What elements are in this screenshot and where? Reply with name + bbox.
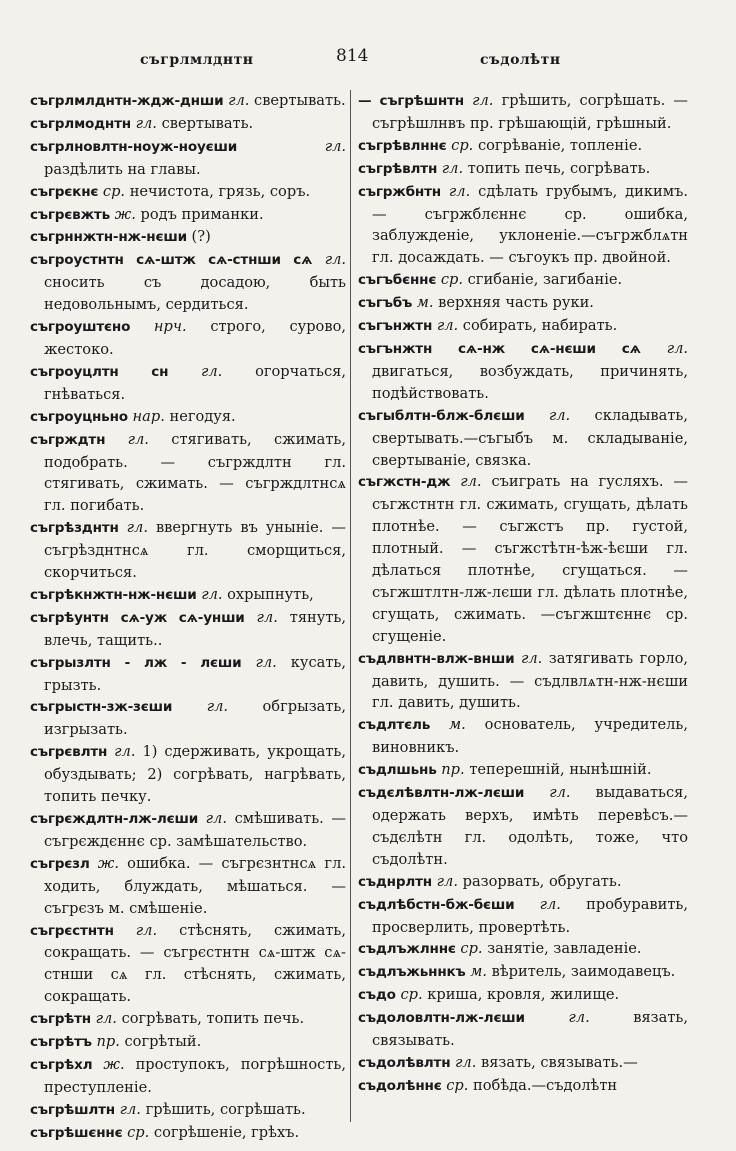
entry-grammar-label: гл. xyxy=(114,743,136,761)
entry-grammar-label: ср. xyxy=(451,136,474,154)
dictionary-entry xyxy=(358,181,688,270)
entry-headword: съдолѣвлтн xyxy=(358,1054,451,1071)
entry-headword: съгрннжтн-нж-нєши xyxy=(30,229,187,246)
right-guide-word: съдолѣтн xyxy=(480,52,561,68)
entry-headword: съгрѣтн xyxy=(30,1011,91,1028)
entry-definition: согрѣваніе, топленіе. xyxy=(477,136,643,154)
entry-grammar-label: гл. xyxy=(206,698,228,716)
dictionary-entry xyxy=(30,920,346,1009)
entry-grammar-label: гл. xyxy=(520,649,543,667)
entry-grammar-label: гл. xyxy=(460,473,482,491)
entry-definition: смѣшивать. —съгрєждєннє ср. замѣшательство. xyxy=(44,810,347,850)
entry-definition: кришa, кровля, жилище. xyxy=(427,986,620,1004)
entry-grammar-label: ж. xyxy=(103,1055,125,1073)
dictionary-entry xyxy=(30,1054,346,1099)
dictionary-entry xyxy=(30,1099,346,1122)
entry-definition: родъ приманки. xyxy=(140,205,264,223)
dictionary-entry xyxy=(358,315,688,338)
entry-definition: складывать, свертывать.—съгыбъ м. складываніе, свертываніе, связка. xyxy=(372,406,688,469)
entry-definition: свертывать. xyxy=(254,92,346,109)
entry-grammar-label: гл. xyxy=(549,784,571,802)
dictionary-entry xyxy=(30,181,346,204)
dictionary-entry xyxy=(30,1031,346,1054)
dictionary-entry xyxy=(358,1075,688,1098)
dictionary-entry xyxy=(358,871,688,894)
dictionary-entry xyxy=(358,648,688,715)
dictionary-entry xyxy=(30,584,346,607)
entry-headword: съгроуштєно xyxy=(30,319,131,336)
entry-definition: стягивать, сжимать, подобрать. — съгрждлтн гл. стягивать, сжимать. — съгрждлтнсѧ гл. погибать. xyxy=(44,430,347,515)
entry-grammar-label: ср. xyxy=(440,271,463,289)
dictionary-entry xyxy=(30,136,346,181)
entry-headword: съгрждтн xyxy=(30,431,106,448)
entry-headword: съгъбъ xyxy=(358,295,413,312)
dictionary-entry xyxy=(358,135,688,158)
entry-definition: затягивать горло, давить, душить. — съдлвлѧтн-нж-нєши гл. давить, душить. xyxy=(372,649,689,712)
dictionary-entry xyxy=(30,1008,346,1031)
entry-definition: стѣснять, сжимать, сокращать. — съгрєстнтн сѧ-штж сѧ-стнши сѧ гл. стѣснять, сжимать, сокращать. xyxy=(44,921,347,1006)
entry-headword: съгрызлтн - лж - лєши xyxy=(30,654,242,671)
entry-grammar-label: гл. xyxy=(472,92,494,109)
entry-definition: охрыпнуть, xyxy=(227,585,314,603)
entry-definition: (?) xyxy=(191,228,211,246)
entry-headword: съгроустнтн сѧ-штж сѧ-стнши сѧ xyxy=(30,252,313,269)
entry-grammar-label: гл. xyxy=(436,317,459,335)
entry-headword: съдлъжьннкъ xyxy=(358,964,466,981)
entry-grammar-label: гл. xyxy=(228,92,250,109)
entry-headword: — съгрѣшнтн xyxy=(358,93,464,109)
dictionary-entry xyxy=(358,984,688,1007)
dictionary-entry xyxy=(30,204,346,227)
entry-grammar-label: м. xyxy=(449,716,466,734)
entry-headword: съгроуцньно xyxy=(30,408,128,425)
entry-grammar-label: пр. xyxy=(96,1033,120,1051)
entry-headword: съгрєзл xyxy=(30,855,90,872)
dictionary-entry xyxy=(358,338,688,405)
entry-headword: съгрѣтъ xyxy=(30,1034,92,1051)
entry-grammar-label: гл. xyxy=(201,585,223,603)
dictionary-entry xyxy=(358,1007,688,1052)
dictionary-entry xyxy=(30,517,346,584)
entry-headword: съдлѣбстн-бж-бєши xyxy=(358,896,515,913)
dictionary-entry xyxy=(30,361,346,406)
entry-definition: сгибаніе, загибаніе. xyxy=(467,271,623,289)
dictionary-entry xyxy=(358,292,688,315)
dictionary-entry xyxy=(30,226,346,249)
entry-definition: сносить съ досадою, быть недовольнымъ, сердиться. xyxy=(44,274,346,314)
entry-grammar-label: гл. xyxy=(568,1009,590,1027)
entry-grammar-label: ср. xyxy=(400,986,423,1004)
entry-grammar-label: ж. xyxy=(114,205,136,223)
entry-grammar-label: гл. xyxy=(539,895,561,913)
entry-definition: вѣритель, заимодавецъ. xyxy=(491,963,676,981)
entry-grammar-label: гл. xyxy=(255,653,277,671)
entry-grammar-label: гл. xyxy=(201,362,223,380)
left-column xyxy=(30,90,346,1145)
entry-definition: топить печь, согрѣвать. xyxy=(467,159,651,177)
entry-definition: собирать, набирать. xyxy=(462,317,618,335)
entry-definition: выдаваться, одержать верхъ, имѣть перевѣсъ.— съдєлѣтн гл. одолѣть, тоже, что съдолѣтн. xyxy=(372,784,689,868)
entry-headword: съдлтєль xyxy=(358,717,431,734)
entry-definition: сдѣлать грубымъ, дикимъ. — съгржблєннє ср. ошибка, заблужденіе, уклоненіе.—съгржблѧтн гл. досаждать. — съгоукъ пр. двойной. xyxy=(372,182,689,267)
entry-headword: съгънжтн сѧ-нж сѧ-нєши сѧ xyxy=(358,340,641,357)
entry-definition: ввергнуть въ уныніе. — съгрѣзднтнсѧ гл. сморщиться, скорчиться. xyxy=(44,519,347,582)
entry-grammar-label: м. xyxy=(416,294,434,312)
entry-headword: съгрѣкнжтн-нж-нєши xyxy=(30,586,197,603)
entry-grammar-label: ж. xyxy=(97,854,120,872)
entry-headword: съгжстн-дж xyxy=(358,474,451,491)
entry-grammar-label: ср. xyxy=(460,940,483,958)
entry-headword: съгрлновлтн-ноуж-ноуєши xyxy=(30,138,238,155)
entry-definition: верхняя часть руки. xyxy=(438,294,594,312)
page-number: 814 xyxy=(336,46,369,66)
dictionary-entry xyxy=(30,853,346,920)
running-head xyxy=(0,38,736,74)
entry-grammar-label: ср. xyxy=(102,182,126,200)
entry-headword: съдлъжлннє xyxy=(358,941,456,958)
entry-definition: 1) сдерживать, укрощать, обуздывать; 2) согрѣвать, нагрѣвать, топить печку. xyxy=(44,743,346,806)
entry-headword: съгрѣунтн сѧ-уж сѧ-унши xyxy=(30,609,245,626)
entry-grammar-label: гл. xyxy=(324,137,346,155)
dictionary-entry xyxy=(30,696,346,741)
entry-definition: побѣда.—съдолѣтн xyxy=(473,1076,618,1094)
dictionary-entry xyxy=(30,741,346,808)
entry-definition: проступокъ, погрѣшность, преступленіе. xyxy=(44,1055,346,1096)
entry-headword: съгрѣшлтн xyxy=(30,1101,115,1118)
dictionary-entry xyxy=(358,405,688,472)
entry-definition: съиграть на гусляхъ. —съгжстнтн гл. сжимать, сгущать, дѣлать плотнѣе. — съгжстъ пр. густой, плотный. — съгжстѣтн-ѣж-ѣєши гл. дѣлаться плотнѣе, сгущаться. — съгжштлтн-лж-лєши гл. дѣлать плотнѣе, сгущать, сжимать. —съгжштєннє ср. сгущеніе. xyxy=(372,473,689,645)
entry-headword: съгрєстнтн xyxy=(30,922,114,939)
entry-grammar-label: гл. xyxy=(126,519,148,537)
entry-headword: съдєлѣвлтн-лж-лєши xyxy=(358,785,525,802)
entry-headword: съгрєвжть xyxy=(30,206,110,223)
dictionary-entry xyxy=(358,961,688,984)
entry-headword: съгыблтн-блж-блєши xyxy=(358,407,525,424)
entry-definition: согрѣтый. xyxy=(124,1033,202,1051)
dictionary-entry xyxy=(30,607,346,652)
entry-definition: ошибка. — съгрєзнтнсѧ гл. ходить, блуждать, мѣшаться. — съгрєзъ м. смѣшеніе. xyxy=(44,854,346,917)
entry-headword: съднрлтн xyxy=(358,873,433,890)
dictionary-entry xyxy=(358,894,688,939)
entry-definition: строго, сурово, жестоко. xyxy=(44,318,346,358)
dictionary-entry xyxy=(358,714,688,759)
entry-headword: съдоловлтн-лж-лєши xyxy=(358,1010,525,1027)
entry-grammar-label: пр. xyxy=(441,761,465,779)
dictionary-entry xyxy=(30,1122,346,1145)
entry-headword: съдлвнтн-влж-внши xyxy=(358,650,515,667)
entry-grammar-label: ср. xyxy=(127,1123,150,1141)
entry-definition: свертывать. xyxy=(161,114,254,132)
dictionary-entry xyxy=(358,938,688,961)
entry-grammar-label: гл. xyxy=(119,1100,141,1118)
right-column xyxy=(358,90,688,1098)
entry-definition: пробуравить, просверлить, провертѣть. xyxy=(372,895,689,936)
entry-headword: съгрлмлднтн-ждж-днши xyxy=(30,93,224,109)
entry-headword: съгрѣвлннє xyxy=(358,137,447,154)
entry-headword: съгрѣхл xyxy=(30,1056,93,1073)
entry-definition: согрѣшеніе, грѣхъ. xyxy=(153,1123,300,1141)
dictionary-entry xyxy=(358,782,688,871)
entry-grammar-label: гл. xyxy=(256,608,278,626)
entry-headword: съдолѣннє xyxy=(358,1077,442,1094)
left-guide-word: съгрлмлднтн xyxy=(140,52,254,68)
dictionary-entry xyxy=(30,808,346,853)
entry-headword: съгржбнтн xyxy=(358,183,441,200)
entry-headword: съгрєвлтн xyxy=(30,744,108,761)
entry-headword: съдо xyxy=(358,987,396,1004)
entry-grammar-label: гл. xyxy=(135,921,158,939)
entry-grammar-label: гл. xyxy=(324,251,346,269)
dictionary-entry xyxy=(30,90,346,113)
dictionary-entry xyxy=(30,652,346,697)
entry-grammar-label: гл. xyxy=(135,114,157,132)
dictionary-entry xyxy=(358,158,688,181)
entry-definition: раздѣлить на главы. xyxy=(44,160,201,178)
entry-grammar-label: гл. xyxy=(436,872,458,890)
entry-headword: съгрєждлтн-лж-лєши xyxy=(30,811,199,827)
entry-grammar-label: гл. xyxy=(205,810,227,827)
entry-headword: съгрєкнє xyxy=(30,183,99,200)
entry-definition: согрѣвать, топить печь. xyxy=(121,1010,305,1028)
entry-headword: съдлшьнь xyxy=(358,762,437,779)
dictionary-entry xyxy=(30,113,346,136)
entry-definition: грѣшить, согрѣшать. — съгрѣшлнвъ пр. грѣшающій, грѣшный. xyxy=(372,92,689,132)
dictionary-entry xyxy=(358,759,688,782)
entry-grammar-label: гл. xyxy=(441,159,464,177)
entry-headword: съгънжтн xyxy=(358,318,433,335)
entry-definition: вязать, связывать.— xyxy=(480,1053,638,1071)
entry-grammar-label: гл. xyxy=(95,1010,117,1028)
entry-grammar-label: ср. xyxy=(446,1076,469,1094)
entry-grammar-label: гл. xyxy=(448,182,471,200)
dictionary-entry xyxy=(358,90,688,135)
entry-definition: основатель, учредитель, виновникъ. xyxy=(372,716,689,757)
entry-definition: негодуя. xyxy=(169,407,236,425)
dictionary-entry xyxy=(358,269,688,292)
entry-grammar-label: гл. xyxy=(455,1053,477,1071)
entry-grammar-label: м. xyxy=(470,963,487,981)
entry-headword: съгрлмоднтн xyxy=(30,115,131,132)
entry-grammar-label: нар. xyxy=(132,407,165,425)
entry-definition: нечистота, грязь, соръ. xyxy=(129,182,311,200)
entry-definition: двигаться, возбуждать, причинять, подѣйствовать. xyxy=(372,362,688,402)
entry-definition: теперешній, нынѣшній. xyxy=(469,761,652,779)
entry-definition: кусать, грызть. xyxy=(44,653,346,694)
dictionary-entry xyxy=(30,406,346,429)
dictionary-entry xyxy=(358,471,688,647)
dictionary-entry xyxy=(30,429,346,518)
entry-headword: съгрѣшєннє xyxy=(30,1124,123,1141)
entry-definition: огорчаться, гнѣваться. xyxy=(44,362,347,403)
entry-grammar-label: гл. xyxy=(666,339,689,357)
entry-definition: обгрызать, изгрызать. xyxy=(44,698,347,739)
entry-headword: съгрѣзднтн xyxy=(30,520,119,537)
entry-definition: занятіе, завладеніе. xyxy=(487,940,642,958)
entry-definition: вязать, связывать. xyxy=(372,1009,688,1050)
entry-headword: съгрыстн-зж-зєши xyxy=(30,699,173,716)
column-divider xyxy=(350,90,351,1122)
dictionary-entry xyxy=(30,249,346,316)
entry-headword: съгъбєннє xyxy=(358,272,437,289)
dictionary-entry xyxy=(30,316,346,361)
entry-headword: съгрѣвлтн xyxy=(358,160,438,177)
dictionary-entry xyxy=(358,1052,688,1075)
entry-definition: разорвать, обругать. xyxy=(462,872,622,890)
entry-grammar-label: нрч. xyxy=(153,318,187,336)
entry-grammar-label: гл. xyxy=(127,430,149,448)
entry-definition: тянуть, влечь, тащить.. xyxy=(44,608,347,649)
entry-definition: грѣшить, согрѣшать. xyxy=(145,1100,306,1118)
entry-grammar-label: гл. xyxy=(548,406,571,424)
entry-headword: съгроуцлтн сн xyxy=(30,363,169,380)
